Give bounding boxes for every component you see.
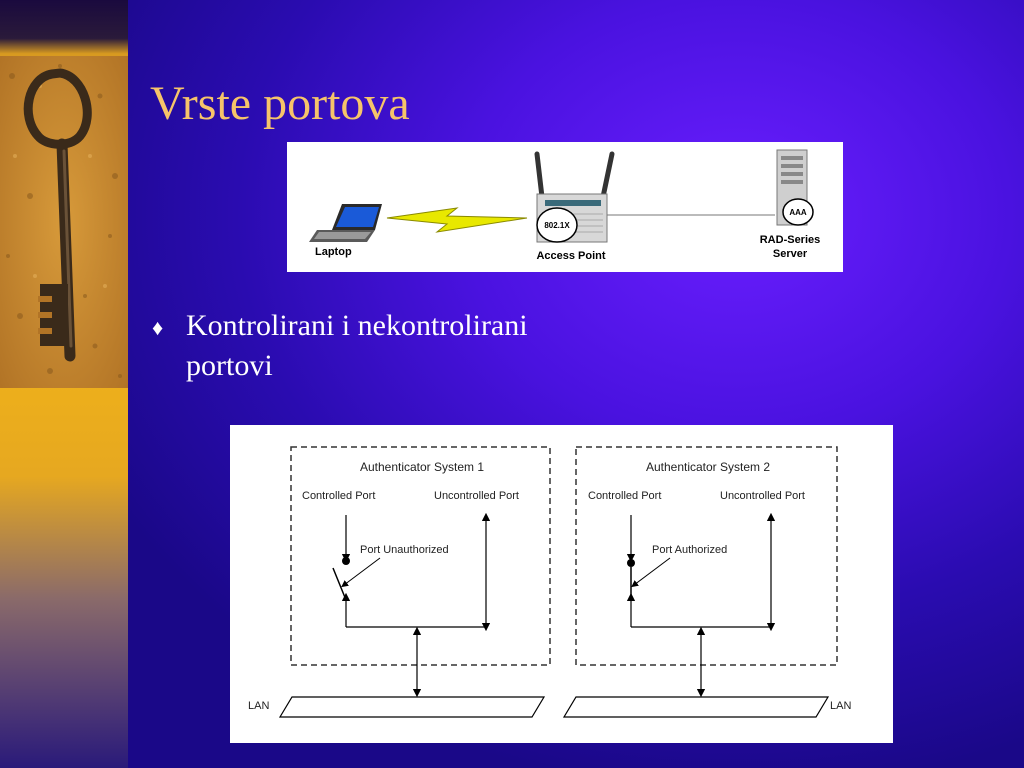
system-1-title: Authenticator System 1 [359, 460, 485, 474]
ap-badge-label: 802.1X [544, 221, 570, 230]
server-label-line1: RAD-Series [759, 234, 821, 246]
system-2-uncontrolled-port-label: Uncontrolled Port [720, 490, 805, 502]
authenticator-system-2-box [576, 447, 837, 665]
network-diagram [287, 142, 843, 272]
port-authorization-diagram [230, 425, 893, 743]
slide-title: Vrste portova [150, 77, 410, 130]
authenticator-system-1-box [291, 447, 550, 665]
server-badge-label: AAA [789, 208, 807, 217]
bullet-text: Kontrolirani i nekontrolirani portovi [186, 309, 528, 382]
system-1-port-state-label: Port Unauthorized [360, 544, 449, 556]
laptop-label: Laptop [315, 246, 352, 258]
lan-left-label: LAN [248, 700, 270, 712]
lan-segment-left [280, 697, 544, 717]
left-sidebar-strip [0, 0, 128, 768]
system-1-open-switch [333, 568, 346, 600]
wireless-link-icon [387, 208, 527, 232]
system-2-port-state-label: Port Authorized [652, 544, 728, 556]
system-2-title: Authenticator System 2 [645, 460, 771, 474]
system-1-uncontrolled-port-label: Uncontrolled Port [434, 490, 519, 502]
lan-right-label: LAN [830, 700, 852, 712]
lan-segment-right [564, 697, 828, 717]
system-2-controlled-port-label: Controlled Port [588, 490, 662, 502]
antique-key-image [0, 56, 128, 388]
ap-label: Access Point [536, 250, 606, 262]
server-label-line2: Server [772, 248, 808, 260]
laptop-icon [309, 204, 382, 242]
system-1-controlled-port-label: Controlled Port [302, 490, 376, 502]
diamond-bullet-icon: ♦ [152, 315, 164, 340]
